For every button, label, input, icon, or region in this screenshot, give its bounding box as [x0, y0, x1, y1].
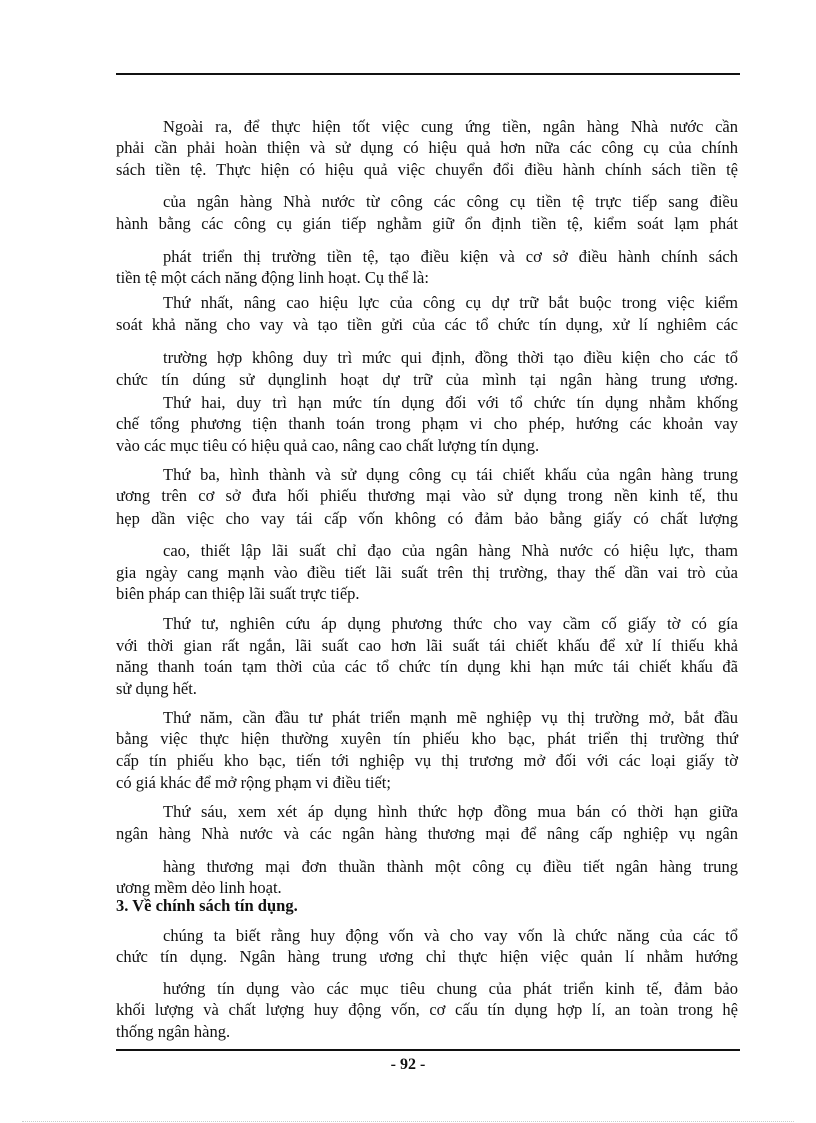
text-line: hẹp dần việc cho vay tái cấp vốn không có đảm bảo bằng giấy có chất lượng	[116, 509, 738, 528]
text-line: Thứ tư, nghiên cứu áp dụng phương thức cho vay cầm cố giấy tờ có gía	[163, 614, 738, 633]
text-line: Thứ hai, duy trì hạn mức tín dụng đối với tổ chức tín dụng nhằm khống	[163, 393, 738, 412]
text-line: khối lượng và chất lượng huy động vốn, cơ cấu tín dụng hợp lí, an toàn trong hệ	[116, 1000, 738, 1019]
text-line: tiền tệ một cách năng động linh hoạt. Cụ thể là:	[116, 268, 429, 287]
text-line: chức tín dụng. Ngân hàng trung ương chỉ thực hiện việc quản lí nhằm hướng	[116, 947, 738, 966]
text-line: năng thanh toán tạm thời của các tổ chức tín dụng khi hạn mức tái chiết khấu đã	[116, 657, 738, 676]
header-rule	[116, 73, 740, 75]
text-line: soát khả năng cho vay và tạo tiền gửi của các tổ chức tín dụng, xử lí nghiêm các	[116, 315, 738, 334]
text-line: trường hợp không duy trì mức qui định, đồng thời tạo điều kiện cho các tổ	[163, 348, 738, 367]
text-line: phát triển thị trường tiền tệ, tạo điều kiện và cơ sở điều hành chính sách	[163, 247, 738, 266]
section-heading: 3. Về chính sách tín dụng.	[116, 896, 298, 915]
text-line: vào các mục tiêu có hiệu quả cao, nâng cao chất lượng tín dụng.	[116, 436, 540, 455]
text-line: ương mềm dẻo linh hoạt.	[116, 878, 282, 897]
text-line: hàng thương mại đơn thuần thành một công cụ điều tiết ngân hàng trung	[163, 857, 738, 876]
text-line: Ngoài ra, để thực hiện tốt việc cung ứng tiền, ngân hàng Nhà nước cần	[163, 117, 738, 136]
text-line: chế tổng phương tiện thanh toán trong phạm vi cho phép, hướng các khoản vay	[116, 414, 738, 433]
text-line: phải cần phải hoàn thiện và sử dụng có hiệu quả hơn nữa các công cụ của chính	[116, 138, 738, 157]
text-line: với thời gian rất ngắn, lãi suất cao hơn lãi suất tái chiết khấu để xử lí thiếu khả	[116, 636, 738, 655]
page-number: - 92 -	[390, 1056, 426, 1073]
text-line: chức tín dúng sử dụnglinh hoạt dự trữ của mình tại ngân hàng trung ương.	[116, 370, 738, 389]
text-line: biên pháp can thiệp lãi suất trực tiếp.	[116, 584, 360, 603]
text-line: Thứ sáu, xem xét áp dụng hình thức hợp đồng mua bán có thời hạn giữa	[163, 802, 738, 821]
text-line: của ngân hàng Nhà nước từ công các công cụ tiền tệ trực tiếp sang điều	[163, 192, 738, 211]
text-line: có giá khác để mở rộng phạm vi điều tiết;	[116, 773, 391, 792]
text-line: chúng ta biết rằng huy động vốn và cho vay vốn là chức năng của các tổ	[163, 926, 738, 945]
text-line: hướng tín dụng vào các mục tiêu chung của phát triển kinh tế, đảm bảo	[163, 979, 738, 998]
text-line: Thứ ba, hình thành và sử dụng công cụ tái chiết khấu của ngân hàng trung	[163, 465, 738, 484]
text-line: sách tiền tệ. Thực hiện có hiệu quả việc chuyển đổi điều hành chính sách tiền tệ	[116, 160, 738, 179]
text-line: gia ngày cang mạnh vào điều tiết lãi suất trên thị trường, thay thế dần vai trò của	[116, 563, 738, 582]
footer-rule	[116, 1049, 740, 1051]
text-line: sử dụng hết.	[116, 679, 197, 698]
text-line: cấp tín phiếu kho bạc, tiến tới nghiệp vụ thị trương mở đối với các loại giấy tờ	[116, 751, 738, 770]
text-line: cao, thiết lập lãi suất chỉ đạo của ngân hàng Nhà nước có hiệu lực, tham	[163, 541, 738, 560]
text-line: hành bằng các công cụ gián tiếp nghằm giữ ổn định tiền tệ, kiểm soát lạm phát	[116, 214, 738, 233]
text-line: Thứ năm, cần đầu tư phát triển mạnh mẽ nghiệp vụ thị trường mở, bắt đầu	[163, 708, 738, 727]
text-line: Thứ nhất, nâng cao hiệu lực của công cụ dự trữ bắt buộc trong việc kiểm	[163, 293, 738, 312]
text-line: ương trên cơ sở đưa hối phiếu thương mại vào sử dụng trong nền kinh tế, thu	[116, 486, 738, 505]
text-line: ngân hàng Nhà nước và các ngân hàng thương mại để nâng cấp nghiệp vụ ngân	[116, 824, 738, 843]
text-line: bằng việc thực hiện thường xuyên tín phiếu kho bạc, phát triển thị trường thứ	[116, 729, 738, 748]
text-line: thống ngân hàng.	[116, 1022, 231, 1041]
page-edge-divider	[22, 1121, 794, 1122]
